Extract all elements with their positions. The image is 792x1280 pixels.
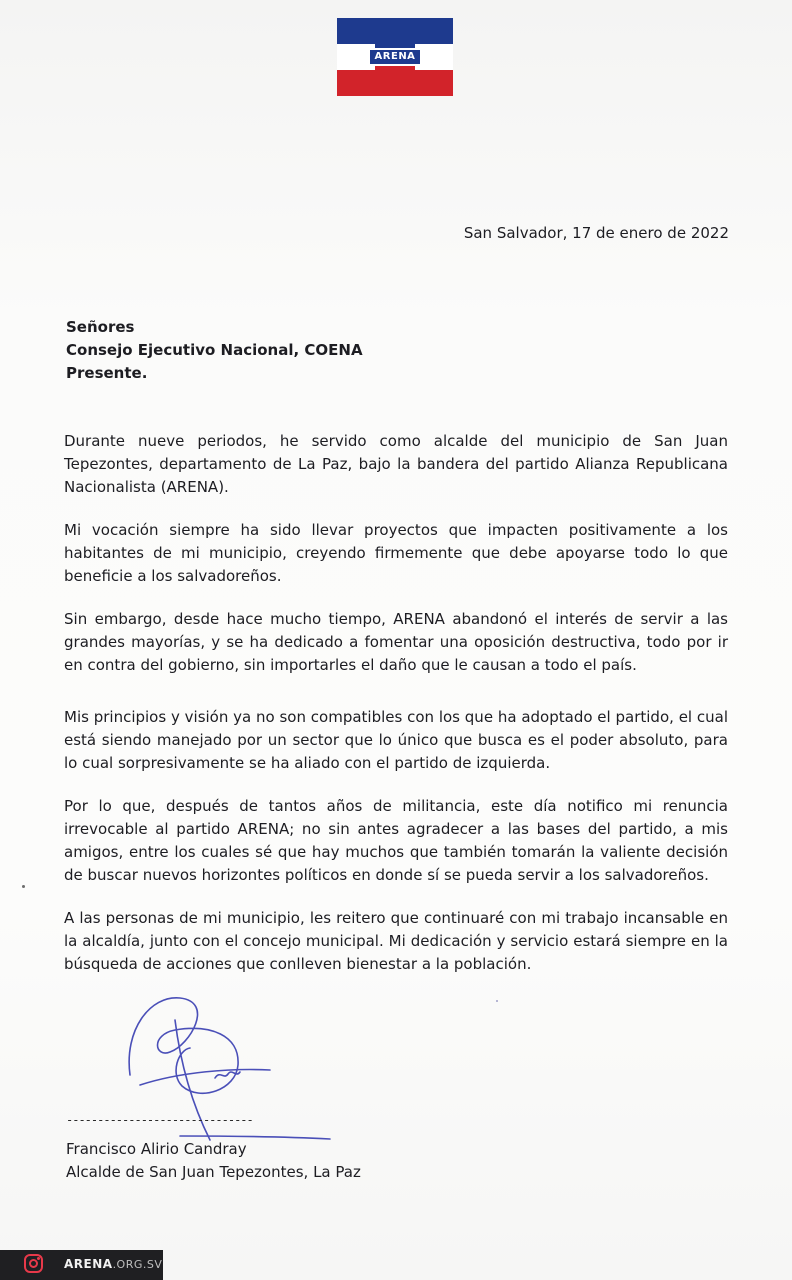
recipient-block bbox=[66, 316, 363, 385]
arena-logo bbox=[337, 18, 453, 96]
signature-line: ------------------------------ bbox=[66, 1113, 253, 1127]
signer-block bbox=[66, 1138, 361, 1184]
body-paragraph-1: Durante nueve periodos, he servido como alcalde del municipio de San Juan Tepezontes, departamento de La Paz, bajo la bandera del partido Alianza Republicana Nacionalista (ARENA). bbox=[64, 432, 728, 496]
scan-speck bbox=[22, 885, 25, 888]
instagram-icon[interactable] bbox=[24, 1254, 43, 1273]
logo-wordmark: ARENA bbox=[368, 48, 422, 66]
body-paragraph-2: Mi vocación siempre ha sido llevar proyectos que impacten positivamente a los habitantes de mi municipio, creyendo firmemente que debe apoyarse todo lo que beneficie a los salvadoreños. bbox=[64, 521, 728, 585]
signer-title: Alcalde de San Juan Tepezontes, La Paz bbox=[66, 1163, 361, 1181]
footer-brand-link[interactable] bbox=[64, 1257, 162, 1271]
body-paragraph-6: A las personas de mi municipio, les reitero que continuaré con mi trabajo incansable en la alcaldía, junto con el concejo municipal. Mi dedicación y servicio estará siempre en la búsqueda de acciones que conlleven bienestar a la población. bbox=[64, 909, 728, 973]
letter-date: San Salvador, 17 de enero de 2022 bbox=[463, 224, 729, 242]
signer-name: Francisco Alirio Candray bbox=[66, 1140, 247, 1158]
body-paragraph-3: Sin embargo, desde hace mucho tiempo, ARENA abandonó el interés de servir a las grandes mayorías, y se ha dedicado a fomentar una oposición destructiva, todo por ir en contra del gobierno, sin importarles el daño que le causan a todo el país. bbox=[64, 610, 728, 674]
footer-brand-name: ARENA bbox=[64, 1257, 113, 1271]
scan-speck bbox=[496, 1000, 498, 1002]
recipient-salutation: Señores bbox=[66, 318, 135, 336]
handwritten-signature bbox=[120, 990, 340, 1155]
footer-domain: .ORG.SV bbox=[112, 1258, 163, 1271]
body-paragraph-5: Por lo que, después de tantos años de militancia, este día notifico mi renuncia irrevocable al partido ARENA; no sin antes agradecer a las bases del partido, a mis amigos, entre los cuales sé que hay muchos que también tomarán la valiente decisión de buscar nuevos horizontes políticos en donde sí se pueda servir a los salvadoreños. bbox=[64, 797, 728, 884]
recipient-presente: Presente. bbox=[66, 364, 148, 382]
recipient-organization: Consejo Ejecutivo Nacional, COENA bbox=[66, 341, 363, 359]
body-paragraph-4: Mis principios y visión ya no son compatibles con los que ha adoptado el partido, el cual está siendo manejado por un sector que lo único que busca es el poder absoluto, para lo cual sorpresivamente se ha aliado con el partido de izquierda. bbox=[64, 708, 728, 772]
